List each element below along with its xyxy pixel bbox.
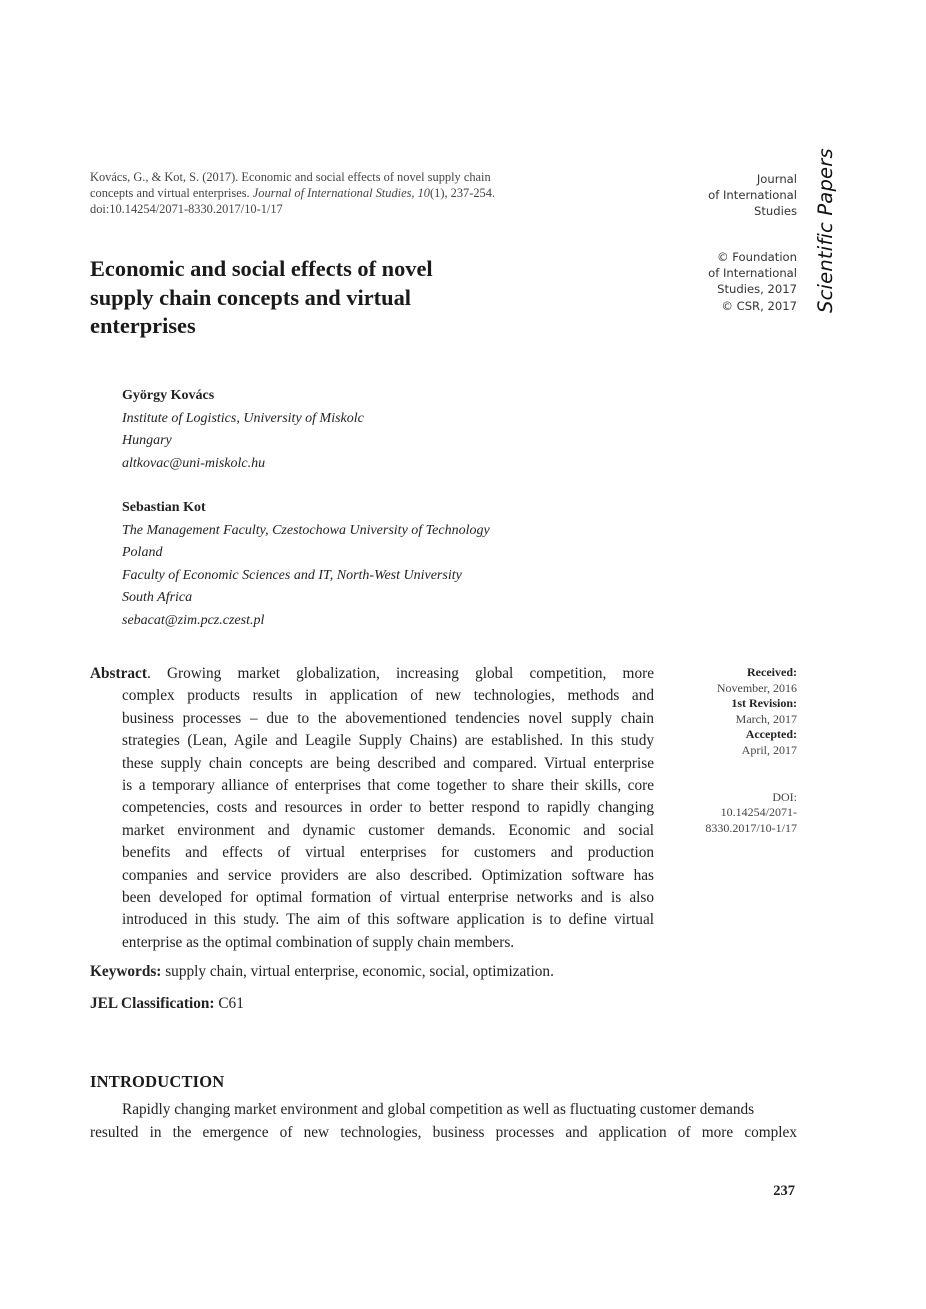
copyright-block: © Foundation of International Studies, 2017 © CSR, 2017 xyxy=(708,250,797,313)
intro-line: Rapidly changing market environment and global competition as well as fluctuating customer demands xyxy=(122,1101,755,1118)
citation-line-2: concepts and virtual enterprises. Journal of International Studies, 10(1), 237-254. xyxy=(90,186,496,200)
abstract-line: introduced in this study. The aim of this software application is to define virtual xyxy=(122,911,654,929)
revision-label: 1st Revision: xyxy=(731,696,797,711)
doi-value-1[interactable]: 10.14254/2071- xyxy=(720,805,797,820)
accepted-value: April, 2017 xyxy=(741,742,797,757)
abstract-line: benefits and effects of virtual enterprises for customers and production xyxy=(122,844,654,862)
author-email[interactable]: altkovac@uni-miskolc.hu xyxy=(122,455,266,471)
abstract-line: business processes – due to the abovementioned tendencies novel supply chain xyxy=(122,709,654,727)
abstract-line: complex products results in application of new technologies, methods and xyxy=(122,687,654,705)
abstract-line: these supply chain concepts are being described and compared. Virtual enterprise xyxy=(122,754,654,772)
abstract-line: been developed for optimal formation of virtual enterprise networks and is also xyxy=(122,888,654,906)
author-name: György Kovács xyxy=(122,388,215,403)
jel-classification xyxy=(90,993,244,1015)
author-country: Hungary xyxy=(122,433,172,448)
keywords xyxy=(90,961,554,983)
jel-label: JEL Classification: xyxy=(90,995,215,1012)
introduction-body xyxy=(90,1099,797,1144)
author-1 xyxy=(122,385,364,475)
doi-label: DOI: xyxy=(772,789,797,804)
author-affiliation: Institute of Logistics, University of Miskolc xyxy=(122,410,364,426)
abstract xyxy=(90,663,654,954)
author-name: Sebastian Kot xyxy=(122,500,206,515)
abstract-line: competencies, costs and resources in order to better respond to rapidly changing xyxy=(122,799,654,817)
citation-header xyxy=(90,169,610,217)
abstract-line: enterprise as the optimal combination of supply chain members. xyxy=(122,933,515,951)
abstract-line: market environment and dynamic customer demands. Economic and social xyxy=(122,821,654,839)
introduction-heading: INTRODUCTION xyxy=(90,1072,225,1091)
author-2 xyxy=(122,497,490,632)
intro-line: resulted in the emergence of new technologies, business processes and application of more complex xyxy=(90,1123,797,1141)
received-value: November, 2016 xyxy=(716,680,797,695)
abstract-line: Abstract. Growing market globalization, increasing global competition, more xyxy=(90,665,654,682)
scientific-papers-label: Scientific Papers xyxy=(814,148,837,313)
citation-doi: doi:10.14254/2071-8330.2017/10-1/17 xyxy=(90,202,283,216)
keywords-text: supply chain, virtual enterprise, economic, social, optimization. xyxy=(161,963,554,980)
keywords-label: Keywords: xyxy=(90,963,162,980)
author-email[interactable]: sebacat@zim.pcz.czest.pl xyxy=(122,612,265,628)
page-number: 237 xyxy=(773,1183,795,1199)
journal-name-block: Journal of International Studies xyxy=(708,172,797,219)
doi-value-2[interactable]: 8330.2017/10-1/17 xyxy=(705,820,797,835)
abstract-line: companies and service providers are also described. Optimization software has xyxy=(122,866,654,884)
author-country: South Africa xyxy=(122,590,193,605)
author-country: Poland xyxy=(122,545,163,560)
article-meta xyxy=(705,665,797,836)
citation-journal: Journal of International Studies, 10 xyxy=(252,186,430,200)
citation-line-1: Kovács, G., & Kot, S. (2017). Economic and social effects of novel supply chain xyxy=(90,170,491,184)
abstract-label: Abstract xyxy=(90,665,147,682)
author-affiliation: Faculty of Economic Sciences and IT, North-West University xyxy=(122,567,462,583)
jel-text: C61 xyxy=(214,995,244,1012)
abstract-line: is a temporary alliance of enterprises that come together to share their skills, core xyxy=(122,776,654,794)
paper-title: Economic and social effects of novel supply chain concepts and virtual enterprises xyxy=(90,256,433,338)
abstract-line: strategies (Lean, Agile and Leagile Supply Chains) are established. In this study xyxy=(122,732,654,750)
revision-value: March, 2017 xyxy=(735,711,797,726)
author-affiliation: The Management Faculty, Czestochowa University of Technology xyxy=(122,522,490,538)
accepted-label: Accepted: xyxy=(745,727,797,742)
received-label: Received: xyxy=(747,665,797,679)
